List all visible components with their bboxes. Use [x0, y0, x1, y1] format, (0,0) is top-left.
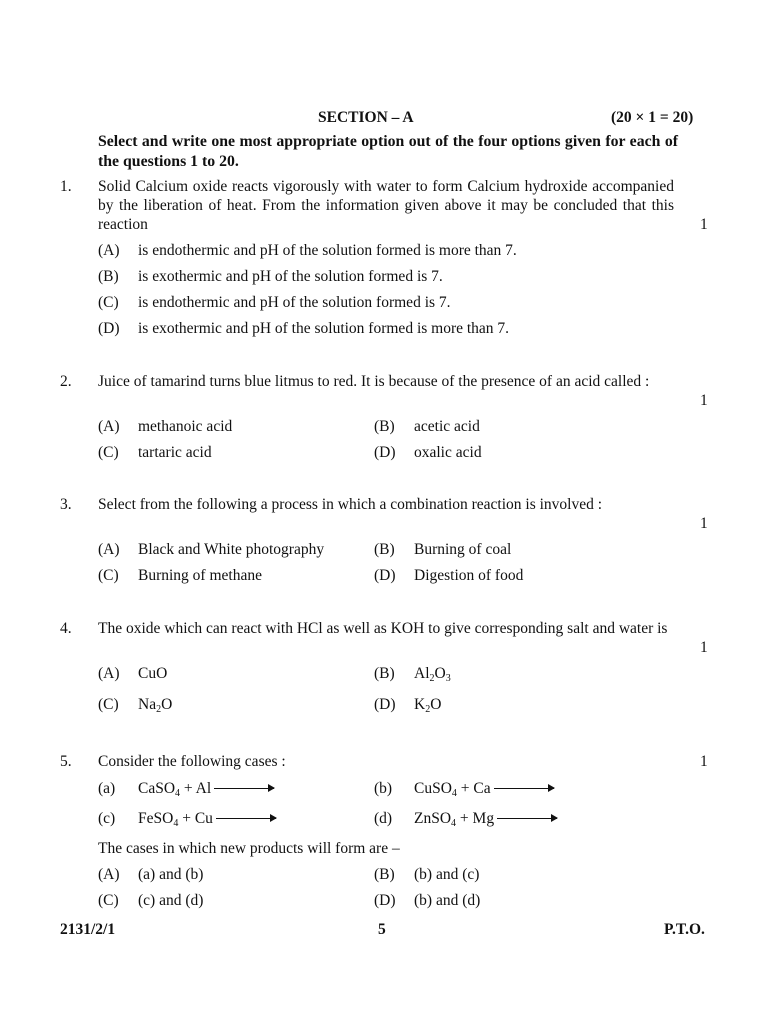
question-text: The oxide which can react with HCl as well as KOH to give corresponding salt and water is	[98, 620, 668, 637]
option-label: (A)	[98, 665, 120, 682]
option-label: (C)	[98, 567, 119, 584]
option-text: (a) and (b)	[138, 866, 204, 883]
option-text: Digestion of food	[414, 567, 524, 584]
option-d	[374, 695, 441, 714]
option-d	[374, 891, 480, 910]
question-marks: 1	[700, 216, 708, 233]
question-text: Select from the following a process in which a combination reaction is involved :	[98, 496, 603, 513]
question-number: 1.	[60, 178, 72, 195]
option-c	[98, 695, 172, 714]
option-label: (B)	[374, 665, 395, 682]
option-label: (A)	[98, 418, 120, 435]
option-label: (D)	[98, 320, 120, 337]
pto-label: P.T.O.	[664, 921, 705, 938]
case-b	[374, 779, 554, 798]
arrow-icon	[497, 818, 557, 820]
option-text: methanoic acid	[138, 418, 233, 435]
case-label: (a)	[98, 780, 116, 797]
option-a	[98, 540, 324, 559]
option-b	[374, 417, 480, 436]
section-header	[0, 108, 768, 128]
option-label: (D)	[374, 567, 396, 584]
instruction-text: Select and write one most appropriate option out of the four options given for each of the questions 1 to 20.	[98, 133, 678, 170]
option-text: is endothermic and pH of the solution formed is 7.	[138, 294, 451, 311]
option-text: (b) and (d)	[414, 892, 481, 909]
question-number: 2.	[60, 373, 72, 390]
option-label: (C)	[98, 294, 119, 311]
option-c	[98, 891, 203, 910]
case-d	[374, 809, 557, 828]
arrow-icon	[214, 788, 274, 790]
case-c	[98, 809, 276, 828]
option-text: (b) and (c)	[414, 866, 480, 883]
option-a	[98, 417, 232, 436]
case-label: (c)	[98, 810, 116, 827]
question-number: 3.	[60, 496, 72, 513]
option-c	[98, 566, 262, 585]
option-text: tartaric acid	[138, 444, 212, 461]
question-marks: 1	[700, 515, 708, 532]
option-label: (A)	[98, 866, 120, 883]
reaction-text: FeSO$_4$ + Cu	[138, 810, 213, 829]
option-c	[98, 443, 212, 462]
formula-k2o: $K_2O$	[414, 696, 442, 715]
option-label: (D)	[374, 696, 396, 713]
question-text: Consider the following cases :	[98, 753, 286, 770]
option-text: acetic acid	[414, 418, 480, 435]
case-label: (b)	[374, 780, 393, 797]
option-d	[374, 443, 482, 462]
option-a	[98, 664, 167, 683]
option-text: Burning of coal	[414, 541, 512, 558]
arrow-icon	[494, 788, 554, 790]
option-label: (C)	[98, 892, 119, 909]
section-title: SECTION – A	[318, 109, 414, 126]
option-c	[98, 293, 451, 312]
option-a	[98, 865, 203, 884]
option-text: is exothermic and pH of the solution formed is 7.	[138, 268, 443, 285]
option-text: Burning of methane	[138, 567, 262, 584]
reaction-text: ZnSO$_4$ + Mg	[414, 810, 495, 829]
question-marks: 1	[700, 639, 708, 656]
option-label: (A)	[98, 242, 120, 259]
case-label: (d)	[374, 810, 393, 827]
option-label: (C)	[98, 696, 119, 713]
question-number: 5.	[60, 753, 72, 770]
option-b	[374, 865, 479, 884]
option-label: (C)	[98, 444, 119, 461]
option-d	[98, 319, 509, 338]
paper-code: 2131/2/1	[60, 921, 116, 938]
option-b	[374, 664, 451, 683]
option-b	[374, 540, 511, 559]
option-label: (A)	[98, 541, 120, 558]
option-label: (B)	[374, 866, 395, 883]
option-a	[98, 241, 517, 260]
formula-na2o: $Na_2O$	[138, 696, 173, 715]
option-text: CuO	[138, 665, 168, 682]
option-label: (B)	[98, 268, 119, 285]
question-subtext: The cases in which new products will form are –	[98, 840, 400, 857]
question-text: Solid Calcium oxide reacts vigorously with water to form Calcium hydroxide accompanied by the liberation of heat. From the information given above it may be concluded that this reaction	[98, 178, 674, 233]
option-label: (D)	[374, 444, 396, 461]
option-d	[374, 566, 523, 585]
reaction-text: CaSO$_4$ + Al	[138, 780, 212, 799]
formula-al2o3: $Al_2O_3$	[414, 665, 451, 684]
reaction-text: CuSO$_4$ + Ca	[414, 780, 491, 799]
arrow-icon	[216, 818, 276, 820]
case-a	[98, 779, 274, 798]
option-label: (B)	[374, 418, 395, 435]
option-label: (D)	[374, 892, 396, 909]
option-label: (B)	[374, 541, 395, 558]
option-text: is endothermic and pH of the solution formed is more than 7.	[138, 242, 517, 259]
section-marks: (20 × 1 = 20)	[611, 109, 694, 126]
question-marks: 1	[700, 753, 708, 770]
question-number: 4.	[60, 620, 72, 637]
option-text: (c) and (d)	[138, 892, 204, 909]
option-text: Black and White photography	[138, 541, 325, 558]
question-text: Juice of tamarind turns blue litmus to red. It is because of the presence of an acid called :	[98, 373, 650, 390]
question-marks: 1	[700, 392, 708, 409]
page-number: 5	[378, 921, 386, 938]
option-b	[98, 267, 443, 286]
option-text: is exothermic and pH of the solution formed is more than 7.	[138, 320, 510, 337]
option-text: oxalic acid	[414, 444, 482, 461]
